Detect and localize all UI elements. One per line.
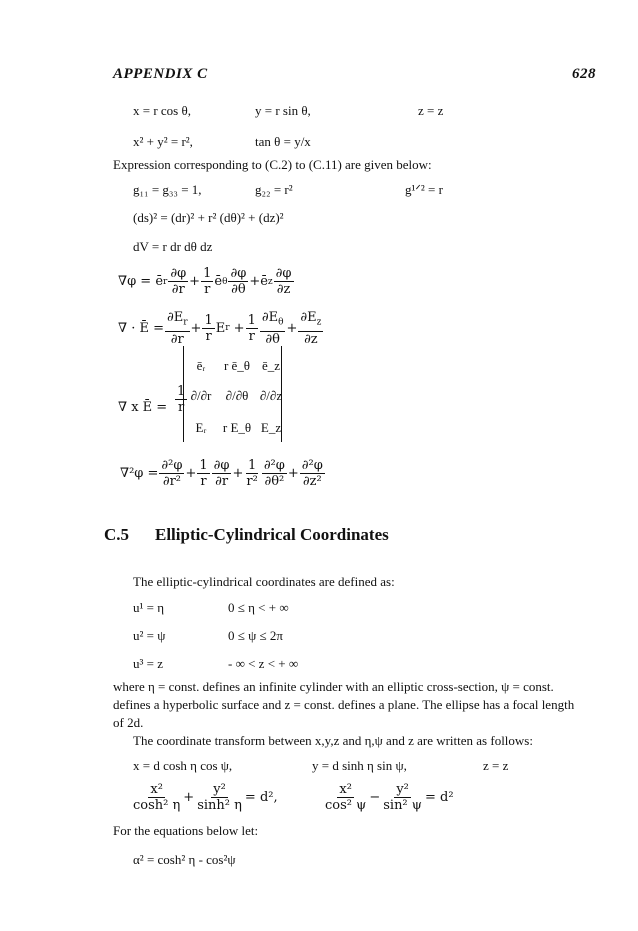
eq-ds: (ds)² = (dr)² + r² (dθ)² + (dz)² <box>133 210 284 225</box>
eq-z: z = z <box>418 103 444 118</box>
eq-g11: g₁₁ = g₃₃ = 1, <box>133 182 202 197</box>
page-number: 628 <box>572 66 596 82</box>
ell-u1-range: 0 ≤ η < + ∞ <box>228 600 289 615</box>
div-er: E <box>215 320 226 336</box>
eq-g22: g₂₂ = r² <box>255 182 293 197</box>
div-t4-sub: z <box>316 317 322 328</box>
lap-t1-num: ∂²φ <box>161 458 183 473</box>
lap-t3b-num: ∂²φ <box>263 458 285 473</box>
curl-r2c2: ∂/∂θ <box>225 388 249 403</box>
ell-u2: u² = ψ <box>133 628 166 643</box>
lap-t4-den: ∂z² <box>302 474 322 489</box>
grad-r-sub: r <box>163 276 168 287</box>
div-t1-den: ∂r <box>170 331 184 347</box>
curl-r1c1: ēᵣ <box>196 358 206 373</box>
ell-e-rhs: = d², <box>244 790 278 805</box>
div-t4-den: ∂z <box>304 331 318 347</box>
div-t3b-num: ∂E <box>261 310 279 325</box>
lap-t2-den: r <box>200 474 207 489</box>
curl-lhs: ∇ x Ē = <box>118 400 168 415</box>
grad-t1-den: ∂r <box>171 282 185 297</box>
curl-r1c2: r ē_θ <box>223 358 251 373</box>
grad-etheta: ē <box>214 274 223 289</box>
ell-u2-range: 0 ≤ ψ ≤ 2π <box>228 628 283 643</box>
ell-e1-num: x² <box>150 782 163 797</box>
grad-t4-num: ∂φ <box>275 266 292 281</box>
curl-r3c2: r E_θ <box>222 420 252 435</box>
grad-theta-sub: θ <box>222 276 228 287</box>
div-t4-num: ∂E <box>300 310 317 325</box>
lap-t2b-num: ∂φ <box>213 458 230 473</box>
div-er-sub: r <box>225 323 230 334</box>
grad-lhs: ∇φ = ē <box>118 274 164 289</box>
ell-e2-num: y² <box>213 782 226 797</box>
eq-tan: tan θ = y/x <box>255 134 311 149</box>
curl-r3c1: Eᵣ <box>195 420 207 435</box>
curl-r1c3: ē_z <box>261 358 281 373</box>
text-expr: Expression corresponding to (C.2) to (C.11) are given below: <box>113 157 432 172</box>
ell-h2-den: sin² ψ <box>383 798 422 813</box>
ell-u3: u³ = z <box>133 656 163 671</box>
eq-g12: g¹ᐟ² = r <box>405 182 443 197</box>
curl-r3c3: E_z <box>260 420 282 435</box>
lap-t1-den: ∂r² <box>162 474 182 489</box>
lap-t2b-den: ∂r <box>215 474 229 489</box>
running-header: APPENDIX C <box>113 66 208 82</box>
ell-h2-num: y² <box>396 782 409 797</box>
eq-gradient <box>118 266 295 297</box>
ell-para-1: where η = const. defines an infinite cylinder with an elliptic cross-section, ψ = const. <box>113 679 554 694</box>
ell-h1-num: x² <box>339 782 352 797</box>
lap-t3-den: r² <box>246 474 258 489</box>
ell-e1-den: cosh² η <box>133 798 181 813</box>
ell-h1-den: cos² ψ <box>325 798 367 813</box>
curl-pre-num: 1 <box>177 384 186 399</box>
ell-para-4: The coordinate transform between x,y,z and η,ψ and z are written as follows: <box>133 733 533 748</box>
curl-pre-den: r <box>178 400 185 415</box>
section-number: C.5 <box>104 525 130 544</box>
ell-para-2: defines a hyperbolic surface and z = const. defines a plane. The ellipse has a focal length <box>113 697 575 712</box>
lap-t2-num: 1 <box>199 458 208 473</box>
eq-r2: x² + y² = r², <box>133 134 193 149</box>
div-t3b-den: ∂θ <box>265 331 280 347</box>
ell-z: z = z <box>483 758 509 773</box>
div-t3b-sub: θ <box>278 317 284 328</box>
eq-dv: dV = r dr dθ dz <box>133 239 213 254</box>
eq-laplacian: ∇²φ = $\frac{\text{∂²φ}}{\text{∂r²}}$ + $\frac{1}{r}$ $\frac{\partial\varphi}{\partial r}$ + $\frac{1}{\text{r²}}$ $\frac{\text{∂²φ}}{\text{∂θ²}}$ + $\frac{\text{∂²φ}}{\text{∂z²}}$ <box>120 458 323 489</box>
eq-hyperbola: $\frac{\text{x²}}{\text{cos² ψ}}$ − $\frac{\text{y²}}{\text{sin² ψ}}$ = d² <box>325 782 454 813</box>
grad-t2-den: r <box>204 282 211 297</box>
ell-y: y = d sinh η sin ψ, <box>312 758 407 773</box>
grad-t2-num: 1 <box>203 266 212 281</box>
ell-let: For the equations below let: <box>113 823 259 838</box>
div-t1-sub: r <box>183 317 188 328</box>
grad-t3-den: ∂θ <box>231 282 246 297</box>
ell-x: x = d cosh η cos ψ, <box>133 758 233 773</box>
grad-t1-num: ∂φ <box>170 266 187 281</box>
ell-h-rhs: = d² <box>424 790 454 805</box>
eq-y: y = r sin θ, <box>255 103 311 118</box>
ell-u1: u¹ = η <box>133 600 165 615</box>
curl-r2c3: ∂/∂z <box>259 388 283 403</box>
lap-t3-num: 1 <box>247 458 257 473</box>
curl-r2c1: ∂/∂r <box>190 388 212 403</box>
eq-divergence: ∇ · Ē = $\frac{\partial E_r}{\partial r}$ + $\frac{1}{r}$ E r + $\frac{1}{r}$ $\frac{\partial E_\theta}{\partial\theta}$ + $\frac{\partial E_z}{\partial z}$ <box>118 310 322 347</box>
grad-ez: ē <box>260 274 268 289</box>
grad-plus-1: + <box>189 274 201 289</box>
lap-t4-num: ∂²φ <box>301 458 323 473</box>
grad-t4-den: ∂z <box>276 282 291 297</box>
div-t1-num: ∂E <box>167 310 184 325</box>
grad-t3-num: ∂φ <box>230 266 247 281</box>
lap-t3b-den: ∂θ² <box>264 474 285 489</box>
eq-x: x = r cos θ, <box>133 103 191 118</box>
section-title: Elliptic-Cylindrical Coordinates <box>155 525 389 544</box>
ell-alpha: α² = cosh² η - cos²ψ <box>133 852 236 867</box>
ell-e2-den: sinh² η <box>197 798 242 813</box>
div-t2-den: r <box>205 328 212 344</box>
grad-plus-2: + <box>249 274 261 289</box>
div-lhs: ∇ · Ē = <box>118 320 164 336</box>
ell-para-3: of 2d. <box>113 715 144 730</box>
div-t3-num: 1 <box>247 312 256 328</box>
ell-u3-range: - ∞ < z < + ∞ <box>228 656 299 671</box>
lap-lhs: ∇²φ = <box>120 466 159 481</box>
eq-ellipse: $\frac{\text{x²}}{\text{cosh² η}}$ + $\frac{\text{y²}}{\text{sinh² η}}$ = d², <box>133 782 278 813</box>
div-t2-num: 1 <box>204 312 213 328</box>
ell-intro: The elliptic-cylindrical coordinates are defined as: <box>133 574 395 589</box>
grad-z-sub: z <box>267 276 273 287</box>
div-t3-den: r <box>248 328 255 344</box>
